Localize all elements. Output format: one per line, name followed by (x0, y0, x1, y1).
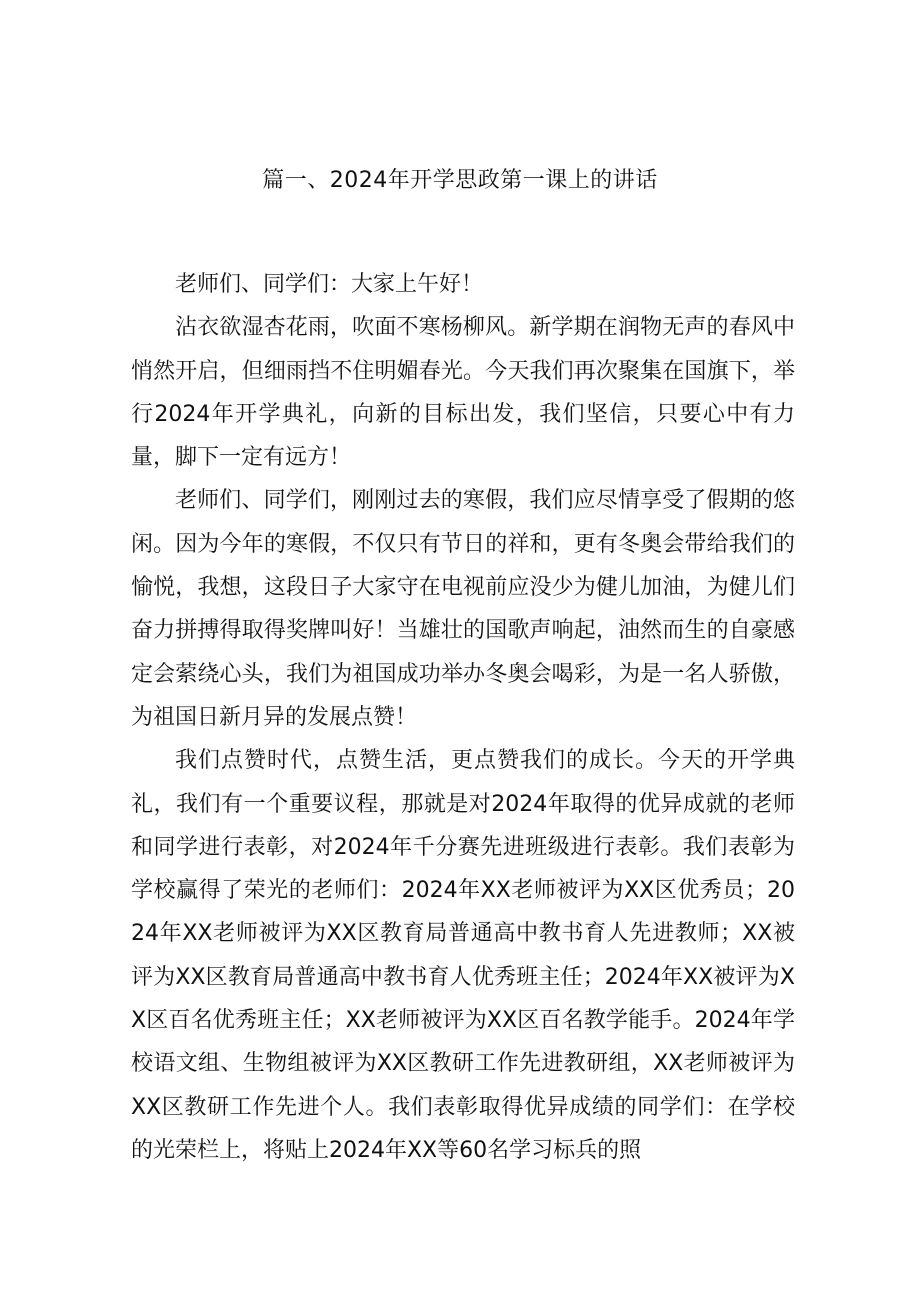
document-title: 篇一、2024年开学思政第一课上的讲话 (262, 168, 658, 193)
paragraph-commendation: 我们点赞时代，点赞生活，更点赞我们的成长。今天的开学典礼，我们有一个重要议程，那就是对2024年取得的优异成就的老师和同学进行表彰，对2024年千分赛先进班级进行表彰。我们表彰为学校赢得了荣光的老师们：2024年XX老师被评为XX区优秀员；2024年XX老师被评为XX区教育局普通高中教书育人先进教师；XX被评为XX区教育局普通高中教书育人优秀班主任；2024年XX被评为XX区百名优秀班主任；XX老师被评为XX区百名教学能手。2024年学校语文组、生物组被评为XX区教研工作先进教研组，XX老师被评为XX区教研工作先进个人。我们表彰取得优异成绩的同学们：在学校的光荣栏上，将贴上2024年XX等60名学习标兵的照 (131, 748, 795, 1163)
paragraph-spring-opening: 沾衣欲湿杏花雨，吹面不寒杨柳风。新学期在润物无声的春风中悄然开启，但细雨挡不住明媚春光。今天我们再次聚集在国旗下，举行2024年开学典礼，向新的目标出发，我们坚信，只要心中有力量，脚下一定有远方！ (131, 315, 795, 471)
paragraph-winter-olympics: 老师们、同学们，刚刚过去的寒假，我们应尽情享受了假期的悠闲。因为今年的寒假，不仅只有节日的祥和，更有冬奥会带给我们的愉悦，我想，这段日子大家守在电视前应没少为健儿加油，为健儿们奋力拼搏得取得奖牌叫好！当雄壮的国歌声响起，油然而生的自豪感定会萦绕心头，我们为祖国成功举办冬奥会喝彩，为是一名人骄傲，为祖国日新月异的发展点赞！ (131, 488, 795, 730)
greeting-paragraph: 老师们、同学们：大家上午好！ (175, 272, 484, 297)
document-body (131, 263, 795, 1172)
